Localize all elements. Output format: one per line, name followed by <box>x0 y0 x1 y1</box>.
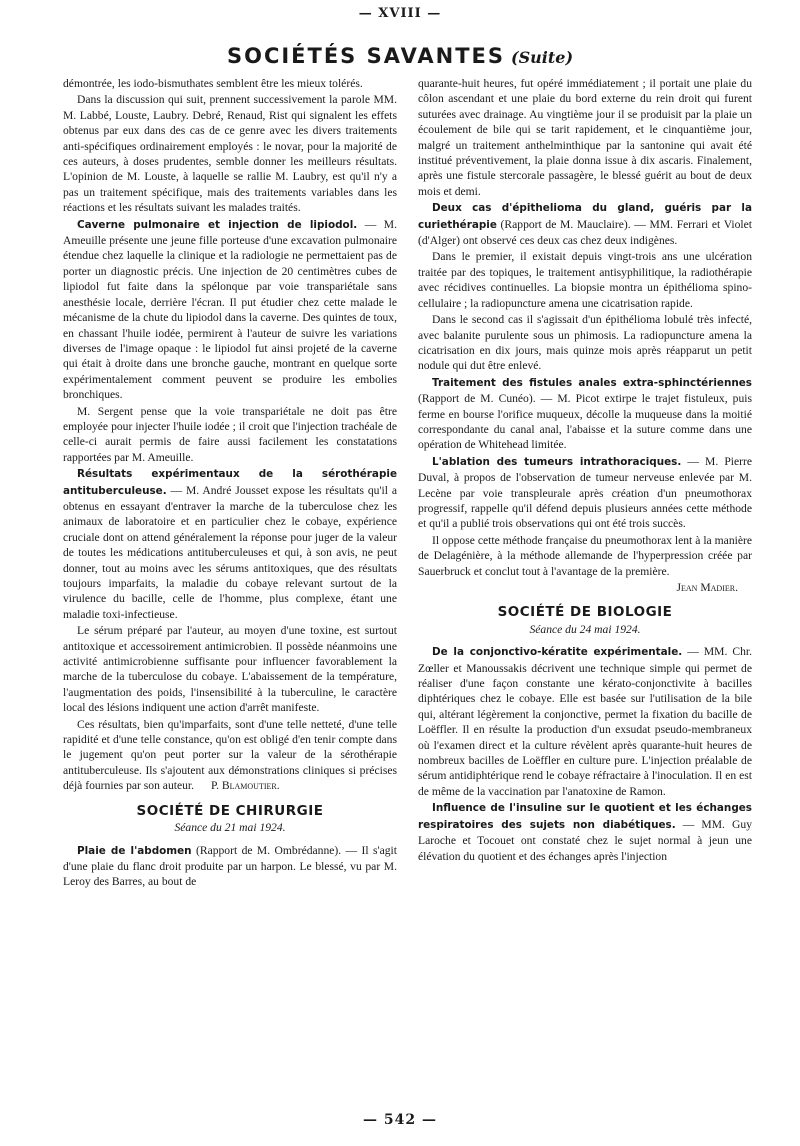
paragraph <box>418 375 752 453</box>
paragraph <box>418 644 752 799</box>
paragraph-body: (Rapport de M. Mauclaire). — MM. Ferrari et Violet (d'Alger) ont observé ces deux cas chez deux indigènes. <box>418 217 752 248</box>
paragraph-lead: L'ablation des tumeurs intrathoraciques. <box>432 455 682 468</box>
paragraph: Il oppose cette méthode française du pneumothorax lent à la manière de Delagénière, à la méthode allemande de l'hyperpression créée par Sauerbruck et conclut tout à l'avantage de la première. <box>418 533 752 578</box>
paragraph: quarante-huit heures, fut opéré immédiatement ; il portait une plaie du côlon ascendant et une plaie du bord externe du rein droit qui furent suturées avec drainage. Au vingtième jour il se produisit par la plaie un écoulement de bile qui se tarit rapidement, et le cinquantième jour, malgré un traitement anthelminthique par la santonine qui avait été institué préventivement, la plaie donna issue à dix ascaris. Finalement, après une fistule stercorale passagère, le blessé guérit au bout de deux mois et demi. <box>418 77 752 198</box>
section-date: Séance du 21 mai 1924. <box>174 821 286 835</box>
paragraph <box>418 800 752 864</box>
paragraph: démontrée, les iodo-bismuthates semblent être les mieux tolérés. <box>63 77 363 90</box>
page-number: — 542 — <box>363 1112 437 1128</box>
page-folio-top: — XVIII — <box>358 6 442 21</box>
paragraph: Dans le second cas il s'agissait d'un épithélioma lobulé très infecté, avec balanite purulente sous un phimosis. La radiopuncture amena la cicatrisation en dix jours, mais quinze mois après réapparut un petit nodule qui dut être enlevé. <box>418 313 752 373</box>
paragraph-body: — MM. Guy Laroche et Tocouet ont constaté chez le sujet normal à jeun une élévation du quotient et des échanges après l'injection <box>418 817 752 863</box>
author-signature: P. Blamoutier. <box>210 779 280 793</box>
paragraph-body: (Rapport de M. Ombrédanne). — Il s'agit d'une plaie du flanc droit produite par un harpon. Le blessé, vu par M. Leroy des Barres, au bout de <box>63 843 397 889</box>
paragraph-body: (Rapport de M. Cunéo). — M. Picot extirpe le trajet fistuleux, puis ferme en bourse l'orifice muqueux, décolle la muqueuse dans la moitié correspondante du canal anal, l'abaisse et la suture comme dans une opération de Whitehead limitée. <box>418 392 752 452</box>
paragraph-body: — M. Pierre Duval, à propos de l'observation de tumeur nerveuse enlevée par M. Lecène par voie transpleurale après création d'un pneumothorax progressif, rappelle qu'il défend depuis plusieurs années cette méthode et qu'il a publié trois observations qui ont été trois succès. <box>418 454 752 531</box>
paragraph <box>63 717 397 794</box>
author-signature: Jean Madier. <box>676 581 738 594</box>
paragraph-lead: Résultats expérimentaux de la sérothérapie antituberculeuse. <box>63 468 397 497</box>
paragraph-lead: Plaie de l'abdomen <box>77 844 192 857</box>
page-title <box>0 44 800 68</box>
title-suite: (Suite) <box>511 48 574 67</box>
title-text: SOCIÉTÉS SAVANTES <box>226 44 506 68</box>
paragraph <box>418 454 752 532</box>
paragraph-lead: Deux cas d'épithelioma du gland, guéris par la curiethérapie <box>418 202 752 231</box>
paragraph-body: — M. André Jousset expose les résultats qu'il a obtenus en essayant d'entraver la marche de la tuberculose chez les animaux de laboratoire et en particulier chez le cobaye, expérience cruciale dont on attend généralement la réponse pour juger de la valeur de toutes les médications antituberculeuses et qui, à son avis, ne peut donner, tout au moins avec les sérums antitoxiques, que des résultats toujours imparfaits, la maladie du cobaye relevant surtout de la virulence du bacille, celle de l'homme, plus complexe, étant une maladie toxi-infectieuse. <box>63 483 397 621</box>
paragraph-lead: Caverne pulmonaire et injection de lipiodol. <box>77 218 358 231</box>
left-column <box>63 76 397 1104</box>
paragraph-lead: Traitement des fistules anales extra-sphinctériennes <box>432 376 752 389</box>
paragraph: M. Sergent pense que la voie transpariétale ne doit pas être employée pour injecter l'huile iodée ; il croit que l'injection trachéale de celle-ci aurait permis de faire aussi facilement les constatations rapportées par M. Ameuille. <box>63 404 397 464</box>
paragraph-lead: Influence de l'insuline sur le quotient et les échanges respiratoires des sujets non diabétiques. <box>418 802 752 831</box>
section-date: Séance du 24 mai 1924. <box>529 622 641 636</box>
paragraph: Le sérum préparé par l'auteur, au moyen d'une toxine, est surtout antitoxique et accessoirement antimicrobien. Il possède néanmoins une activité antimicrobienne suffisante pour influencer favorablement la marche de la tuberculose du cobaye. L'abaissement de la température, l'augmentation des poids, l'insensibilité à la tuberculine, le caractère local des lésions indiquent une action d'arrêt manifeste. <box>63 624 397 715</box>
paragraph-body: — M. Ameuille présente une jeune fille porteuse d'une excavation pulmonaire étendue chez laquelle la clinique et la radiologie ne permettaient pas de porter un diagnostic précis. Une injection de 20 centimètres cubes de lipiodol fut faite dans la spélonque par voie transpariétale sans anesthésie locale, derrière l'écran. Il put étudier chez cette malade le mécanisme de la chute du lipiodol dans la caverne. Des quintes de toux, en chassant l'huile iodée, permirent à l'auteur de suivre les variations diverses de l'image opaque : le lipiodol fut ainsi projeté de la caverne qui était à droite dans une bronche gauche, montrant en quelque sorte expérimentalement comment peuvent se produire les embolies bronchiques. <box>63 217 397 402</box>
paragraph: Dans la discussion qui suit, prennent successivement la parole MM. M. Labbé, Louste, Laubry. Debré, Renaud, Rist qui signalent les effets obtenus par eux dans des cas de ce genre avec les divers traitements anti-spécifiques ordinairement employés : le novar, pour la majorité de ces auteurs, à doses prudentes, semble donner les meilleurs résultats. L'opinion de M. Louste, à laquelle se rallie M. Laubry, est qu'il n'y a pas un traitement spécifique, mais des traitements variables dans les réactions et les résultats suivant les malades traités. <box>63 93 397 215</box>
paragraph: Dans le premier, il existait depuis vingt-trois ans une ulcération traitée par des topiques, le traitement antisyphilitique, la radiothérapie avec récidives continuelles. La biopsie montra un épithélioma spino-cellulaire ; la radiopuncture amena une cicatrisation rapide. <box>418 250 752 310</box>
paragraph <box>418 200 752 248</box>
section-title-biologie: SOCIÉTÉ DE BIOLOGIE <box>497 604 673 621</box>
paragraph <box>63 843 397 890</box>
paragraph <box>63 217 397 403</box>
paragraph <box>63 466 397 622</box>
right-column <box>418 76 752 1104</box>
paragraph-lead: De la conjonctivo-kératite expérimentale. <box>432 646 683 659</box>
paragraph-body: Ces résultats, bien qu'imparfaits, sont d'une telle netteté, d'une telle rapidité et d'une telle constance, qu'on est obligé d'en tenir compte dans le jugement qu'on peut porter sur la valeur de la sérothérapie antituberculeuse. Ils s'ajoutent aux démonstrations cliniques si précises déjà fournies par son auteur. <box>63 717 397 793</box>
paragraph-body: — MM. Chr. Zœller et Manoussakis décrivent une technique simple qui permet de réaliser d'une façon constante une kérato-conjonctivite à bacilles diphtériques chez le cobaye. Elle est basée sur l'utilisation de la bile qui, altérant légèrement la conjonctive, permet la fixation du bacille de Loëffler. Il en résulte la production d'un exsudat pseudo-membraneux où l'examen direct et la culture révèlent après quarante-huit heures de nombreux bacilles de Loëffler en culture pure. L'injection préalable de sérum antidiphtérique rend le cobaye réfractaire à l'inoculation. Il en est de même de la vaccination par l'anatoxine de Ramon. <box>418 645 752 798</box>
section-title-chirurgie: SOCIÉTÉ DE CHIRURGIE <box>136 802 324 819</box>
